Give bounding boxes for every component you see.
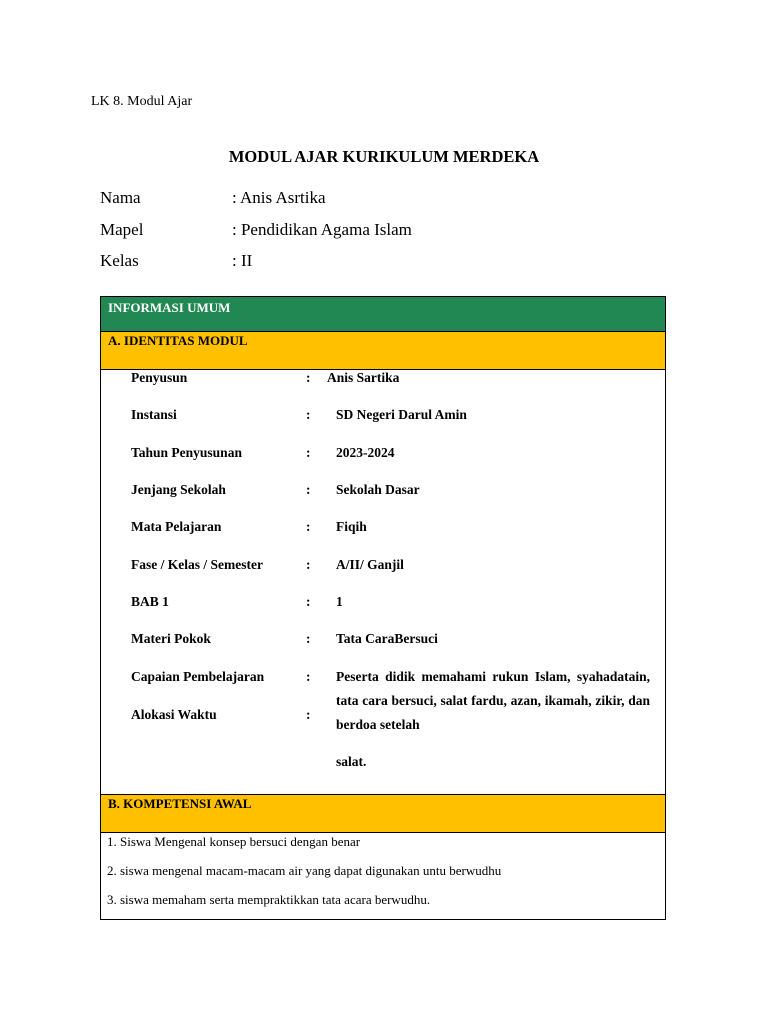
meta-key: Nama (100, 188, 141, 207)
row-colon: : (306, 370, 311, 385)
section-header-informasi-umum: INFORMASI UMUM (101, 297, 665, 332)
capaian-pembelajaran-tail: salat. (336, 754, 367, 769)
row-colon: : (306, 594, 311, 609)
row-key: Fase / Kelas / Semester (131, 557, 263, 572)
table-row (101, 407, 665, 427)
section-header-identitas-modul: A. IDENTITAS MODUL (101, 332, 665, 370)
row-value: SD Negeri Darul Amin (336, 407, 467, 422)
table-row (101, 557, 665, 577)
row-colon: : (306, 631, 311, 646)
row-key: Materi Pokok (131, 631, 211, 646)
row-key: Mata Pelajaran (131, 519, 222, 534)
table-row (101, 631, 665, 651)
meta-value: : Pendidikan Agama Islam (232, 220, 412, 239)
list-item: 3. siswa memaham serta mempraktikkan tata acara berwudhu. (107, 892, 431, 907)
table-row (101, 370, 665, 390)
document-label: LK 8. Modul Ajar (91, 94, 193, 109)
row-colon: : (306, 482, 311, 497)
row-key: Penyusun (131, 370, 188, 385)
row-value: 2023-2024 (336, 445, 395, 460)
list-item: 2. siswa mengenal macam-macam air yang dapat digunakan untu berwudhu (107, 863, 502, 878)
row-key: BAB 1 (131, 594, 169, 609)
row-colon: : (306, 407, 311, 422)
table-row (101, 594, 665, 614)
table-row (101, 482, 665, 502)
row-key: Tahun Penyusunan (131, 445, 242, 460)
row-colon: : (306, 557, 311, 572)
document-title: MODUL AJAR KURIKULUM MERDEKA (228, 147, 540, 166)
row-value: Sekolah Dasar (336, 482, 420, 497)
row-colon: : (306, 445, 311, 460)
meta-value: : Anis Asrtika (232, 188, 326, 207)
meta-key: Kelas (100, 251, 139, 270)
capaian-pembelajaran-text: Peserta didik memahami rukun Islam, syahadatain, tata cara bersuci, salat fardu, azan, ikamah, zikir, dan berdoa setelah (336, 669, 650, 732)
row-value: Anis Sartika (327, 370, 400, 385)
row-key: Jenjang Sekolah (131, 482, 226, 497)
row-value: Fiqih (336, 519, 367, 534)
row-value: Tata CaraBersuci (336, 631, 438, 646)
table-row (101, 519, 665, 539)
meta-value: : II (232, 251, 253, 270)
row-colon: : (306, 707, 311, 722)
row-key: Capaian Pembelajaran (131, 669, 265, 684)
row-key: Alokasi Waktu (131, 707, 217, 722)
row-colon: : (306, 669, 311, 684)
row-value: A/II/ Ganjil (336, 557, 404, 572)
row-key: Instansi (131, 407, 177, 422)
section-header-kompetensi-awal: B. KOMPETENSI AWAL (101, 794, 665, 833)
meta-key: Mapel (100, 220, 144, 239)
table-row (101, 445, 665, 465)
module-table (100, 296, 666, 920)
list-item: 1. Siswa Mengenal konsep bersuci dengan benar (107, 834, 361, 849)
row-value: 1 (336, 594, 343, 609)
row-colon: : (306, 519, 311, 534)
